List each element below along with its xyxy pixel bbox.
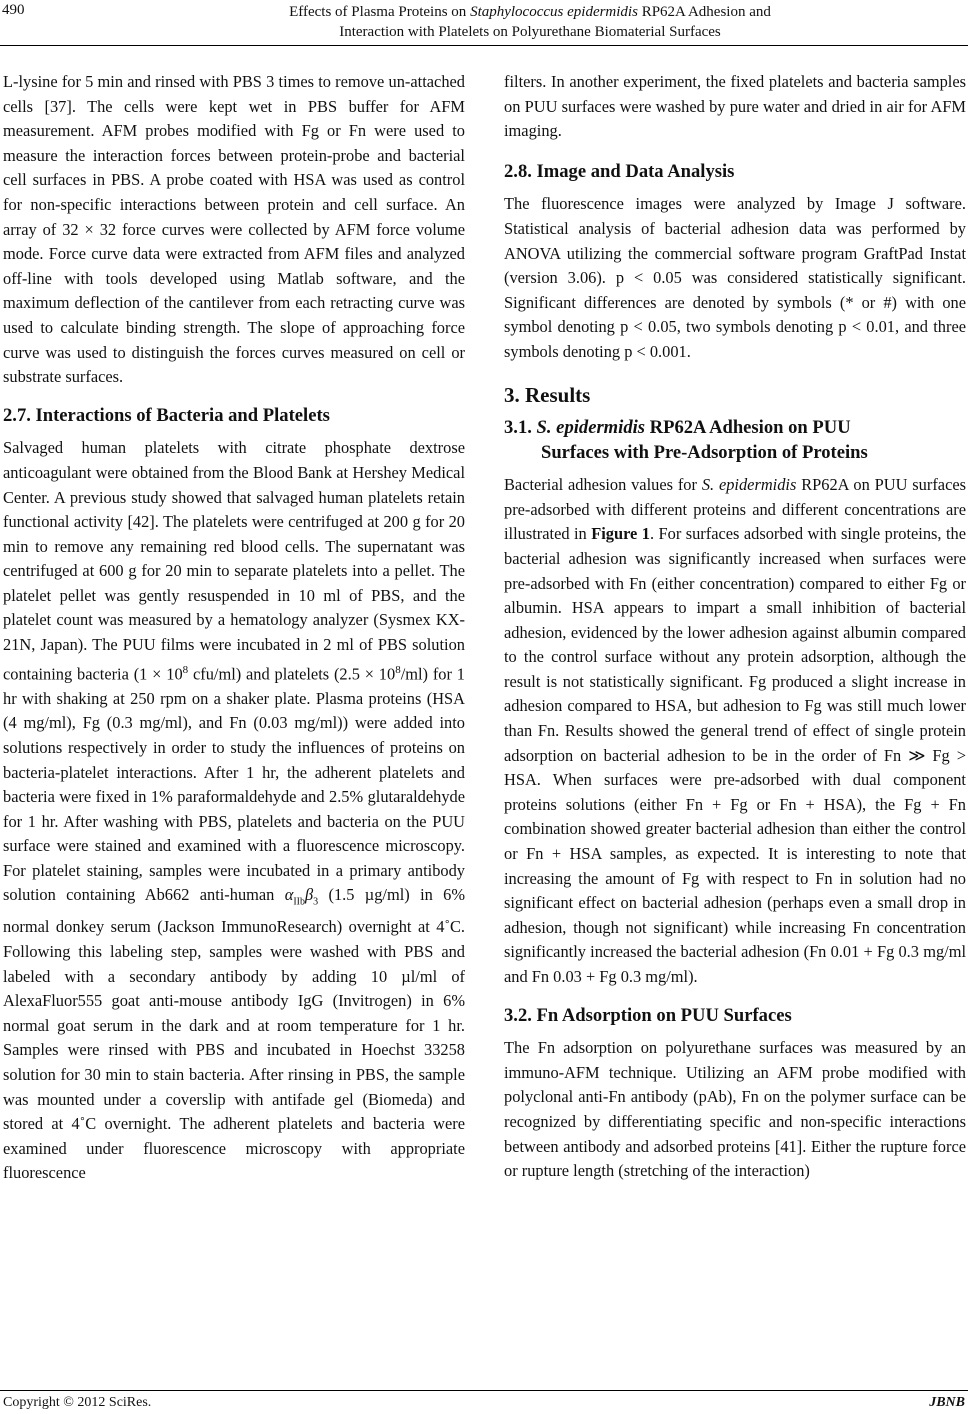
paragraph: L-lysine for 5 min and rinsed with PBS 3 times to remove un-attached cells [37]. The cells were kept wet in PBS buffer for AFM measurement. AFM probes modified with Fg or Fn were used to measure the interaction forces between protein-probe and bacterial cell surfaces in PBS. A probe coated with HSA was used as control for non-specific interactions between protein and cell surface. An array of 32 × 32 force curves were collected by AFM force volume mode. Force curve data were extracted from AFM files and analyzed off-line with tools developed using Matlab software, and the maximum deflection of the cantilever from each retracting curve was used to calculate binding strength. The slope of approaching force curve was used to distinguish the forces curves measured on cell or substrate surfaces. xyxy=(3,72,465,387)
paragraph: Salvaged human platelets with citrate phosphate dextrose anticoagulant were obtained from the Blood Bank at Hershey Medical Center. A previous study showed that salvaged human platelets retain functional activity [42]. The platelets were centrifuged at 200 g for 20 min to remove any remaining red blood cells. The supernatant was centrifuged at 600 g for 20 min to separate platelets into a pellet. The platelet pellet was gently resuspended in 10 ml of PBS, and the platelet count was measured by a hematology analyzer (Sysmex KX-21N, Japan). The PUU films were incubated in 2 ml of PBS solution containing bacteria ($1 \times 10^8$ cfu/ml) and platelets $(2.5 \times 10^8/ml)$ for 1 hr with shaking at 250 rpm on a shaker plate. Plasma proteins (HSA (4 mg/ml), Fg (0.3 mg/ml), and Fn (0.03 mg/ml)) were added into solutions respectively in order to study the influences of proteins on bacteria-platelet interactions. After 1 hr, the adherent platelets and bacteria were fixed in 1% paraformaldehyde and 2.5% glutaraldehyde for 1 hr. After washing with PBS, platelets and bacteria on the PUU surface were stained and examined with a fluorescence microscopy. For platelet staining, samples were incubated in a primary antibody solution containing Ab662 anti-human $\alpha_{IIb}\beta_3$ (1.5 µg/ml) in 6% normal donkey serum (Jackson ImmunoResearch) overnight at 4˚C. Following this labeling step, samples were washed with PBS and labeled with a secondary antibody by adding 10 µl/ml of AlexaFluor555 goat anti-mouse antibody IgG (Invitrogen) in 6% normal goat serum in the dark and at room temperature for 1 hr. Samples were rinsed with PBS and incubated in Hoechst 33258 solution for 30 min to stain bacteria. After rinsing in PBS, the sample was mounted under a coverslip with antifade gel (Biomeda) and stored at 4˚C overnight. The adherent platelets and bacteria were examined under fluorescence microscopy with appropriate fluorescence xyxy=(3,438,466,1183)
header-rule xyxy=(0,45,968,46)
figure-reference: Figure 1 xyxy=(591,524,650,544)
section-heading-3-1: 3.1. S. epidermidis RP62A Adhesion on PUU Surfaces with Pre-Adsorption of Proteins xyxy=(504,417,868,464)
paragraph: The fluorescence images were analyzed by Image J software. Statistical analysis of bacterial adhesion data was performed by ANOVA utilizing the commercial software program GraftPad Instat (version 3.06). p < 0.05 was considered statistically significant. Significant differences are denoted by symbols (* or #) with one symbol denoting p < 0.05, two symbols denoting p < 0.01, and three symbols denoting p < 0.001. xyxy=(504,194,966,361)
section-heading-results: 3. Results xyxy=(504,382,591,407)
page-header xyxy=(0,0,968,46)
paragraph: The Fn adsorption on polyurethane surfaces was measured by an immuno-AFM technique. Utilizing an AFM probe modified with polyclonal anti-Fn antibody (pAb), Fn on the polymer surface can be recognized by differentiating specific and non-specific interactions between antibody and adsorbed proteins [41]. Either the rupture force or rupture length (stretching of the interaction) xyxy=(504,1038,966,1181)
section-heading-2-8: 2.8. Image and Data Analysis xyxy=(504,160,735,182)
paragraph: filters. In another experiment, the fixed platelets and bacteria samples on PUU surfaces were washed by pure water and dried in air for AFM imaging. xyxy=(504,72,966,141)
page-number: 490 xyxy=(2,2,25,18)
right-column xyxy=(504,70,966,1184)
section-heading-2-7: 2.7. Interactions of Bacteria and Platelets xyxy=(3,404,330,426)
journal-abbrev: JBNB xyxy=(929,1395,965,1410)
footer-rule xyxy=(0,1390,968,1391)
section-heading-3-2: 3.2. Fn Adsorption on PUU Surfaces xyxy=(504,1004,792,1026)
running-title: Effects of Plasma Proteins on Staphylococcus epidermidis RP62A Adhesion and Interaction with Platelets on Polyurethane Biomaterial Surfaces xyxy=(289,4,771,40)
paragraph: Bacterial adhesion values for S. epidermidis RP62A on PUU surfaces pre-adsorbed with different proteins and different concentrations are illustrated in Figure 1. For surfaces adsorbed with single proteins, the bacterial adhesion was significantly increased when surfaces were pre-adsorbed with Fn (either concentration) compared to either Fg or albumin. HSA appears to impart a small inhibition of bacterial adhesion, evidenced by the lower adhesion against albumin compared to the control surface without any protein adsorption, although the result is not statistically significant. Fg produced a slight increase in adhesion compared to HSA, but adhesion to Fg was still much lower than Fn. Results showed the general trend of effect of single protein adsorption on bacterial adhesion to be in the order of Fn ≫ Fg > HSA. When surfaces were pre-adsorbed with dual component proteins solutions (either Fn + Fg or Fn + HSA), the Fg + Fn combination showed greater bacterial adhesion than either the control or Fn + HSA samples, as expected. It is interesting to note that increasing the amount of Fg with respect to Fn in solution had no significant effect on bacterial adhesion (perhaps even a small drop in adhesion, though not significant) while increasing Fn concentration significantly increased the bacterial adhesion (Fn 0.01 + Fg 0.3 mg/ml and Fn 0.03 + Fg 0.3 mg/ml). xyxy=(504,475,967,986)
left-column xyxy=(3,70,465,1186)
copyright: Copyright © 2012 SciRes. xyxy=(3,1395,152,1410)
